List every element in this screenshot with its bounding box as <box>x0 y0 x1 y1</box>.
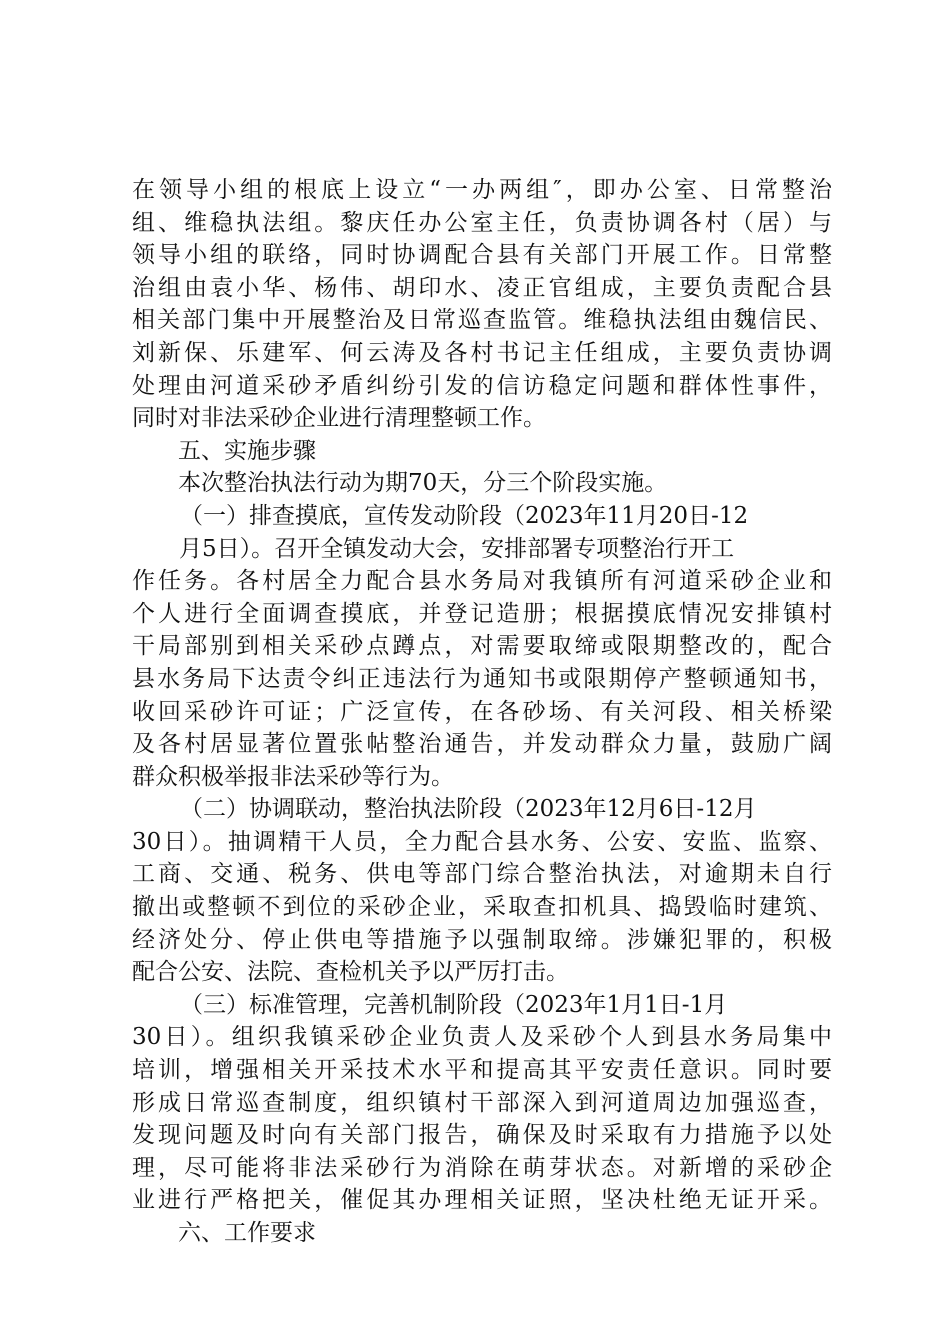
paragraph-line: 作任务。各村居全力配合县水务局对我镇所有河道采砂企业和 <box>132 568 832 595</box>
paragraph-line: 工商、交通、税务、供电等部门综合整治执法，对逾期未自行 <box>132 861 832 888</box>
paragraph-line: 领导小组的联络，同时协调配合县有关部门开展工作。日常整 <box>132 242 832 269</box>
stage-heading: （三）标准管理，完善机制阶段（2023年1月1日-1月 <box>180 991 728 1018</box>
paragraph-line: 本次整治执法行动为期70天，分三个阶段实施。 <box>178 470 668 497</box>
section-heading: 六、工作要求 <box>178 1220 316 1246</box>
stage-heading: （一）排查摸底，宣传发动阶段（2023年11月20日-12 <box>180 502 749 529</box>
paragraph-line: 配合公安、法院、查检机关予以严厉打击。 <box>132 959 569 986</box>
paragraph-line: 30日）。抽调精干人员，全力配合县水务、公安、安监、监察、 <box>132 828 832 855</box>
paragraph-line: 县水务局下达责令纠正违法行为通知书或限期停产整顿通知书， <box>132 665 832 692</box>
paragraph-line: 群众积极举报非法采砂等行为。 <box>132 763 454 790</box>
paragraph-line: 撤出或整顿不到位的采砂企业，采取查扣机具、捣毁临时建筑、 <box>132 894 832 921</box>
paragraph-line: 形成日常巡查制度，组织镇村干部深入到河道周边加强巡查， <box>132 1089 832 1116</box>
paragraph-line: 经济处分、停止供电等措施予以强制取缔。涉嫌犯罪的，积极 <box>132 926 832 953</box>
paragraph-line: 治组由袁小华、杨伟、胡印水、凌正官组成，主要负责配合县 <box>132 274 832 301</box>
paragraph-line: 30日）。组织我镇采砂企业负责人及采砂个人到县水务局集中 <box>132 1024 832 1051</box>
paragraph-line: 刘新保、乐建军、何云涛及各村书记主任组成，主要负责协调 <box>132 339 832 366</box>
document-body <box>132 174 832 1250</box>
paragraph-line: 干局部别到相关采砂点蹲点，对需要取缔或限期整改的，配合 <box>132 633 832 660</box>
paragraph-line: 相关部门集中开展整治及日常巡查监管。维稳执法组由魏信民、 <box>132 307 832 334</box>
paragraph-line: 发现问题及时向有关部门报告，确保及时采取有力措施予以处 <box>132 1122 832 1149</box>
section-heading: 五、实施步骤 <box>178 437 316 464</box>
stage-heading: （二）协调联动，整治执法阶段（2023年12月6日-12月 <box>180 796 757 823</box>
paragraph-line: 个人进行全面调查摸底，并登记造册；根据摸底情况安排镇村 <box>132 600 832 627</box>
paragraph-line: 理，尽可能将非法采砂行为消除在萌芽状态。对新增的采砂企 <box>132 1154 832 1181</box>
paragraph-line: 培训，增强相关开采技术水平和提高其平安责任意识。同时要 <box>132 1057 832 1084</box>
paragraph-line: 月5日）。召开全镇发动大会，安排部署专项整治行开工 <box>179 535 735 562</box>
paragraph-line: 及各村居显著位置张帖整治通告，并发动群众力量，鼓励广阔 <box>132 731 832 758</box>
paragraph-line: 收回采砂许可证；广泛宣传，在各砂场、有关河段、相关桥梁 <box>132 698 832 725</box>
paragraph-line: 处理由河道采砂矛盾纠纷引发的信访稳定问题和群体性事件， <box>132 372 832 399</box>
paragraph-line: 组、维稳执法组。黎庆任办公室主任，负责协调各村（居）与 <box>132 209 832 236</box>
paragraph-line: 同时对非法采砂企业进行清理整顿工作。 <box>132 405 546 432</box>
paragraph-line: 业进行严格把关，催促其办理相关证照，坚决杜绝无证开采。 <box>132 1187 832 1214</box>
paragraph-line: 在领导小组的根底上设立“一办两组″，即办公室、日常整治 <box>132 177 832 203</box>
